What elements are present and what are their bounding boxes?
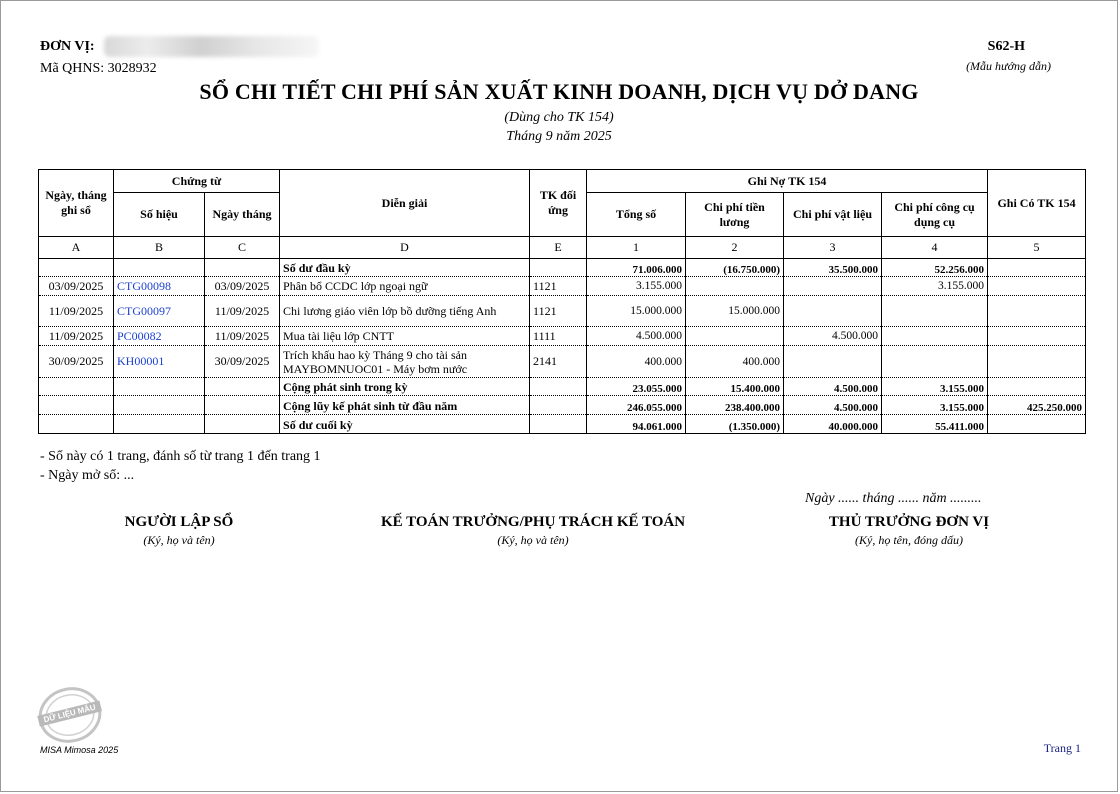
header-total: Tổng số [587, 193, 686, 237]
index-cell: 1 [587, 237, 686, 259]
row-salary: 400.000 [686, 346, 784, 378]
index-cell: 2 [686, 237, 784, 259]
ytd-credit: 425.250.000 [988, 396, 1086, 415]
row-salary [686, 277, 784, 296]
row-account: 2141 [530, 346, 587, 378]
voucher-link[interactable]: KH00001 [114, 346, 205, 378]
closing-total: 94.061.000 [587, 415, 686, 434]
row-salary [686, 327, 784, 346]
index-cell: 3 [784, 237, 882, 259]
report-period: Tháng 9 năm 2025 [506, 129, 612, 144]
row-tools [882, 296, 988, 327]
head-signature-block [791, 514, 1027, 548]
row-credit [988, 346, 1086, 378]
unit-label: ĐƠN VỊ: [40, 39, 95, 54]
row-material: 4.500.000 [784, 327, 882, 346]
stamp-text: DỮ LIỆU MẪU [37, 700, 102, 726]
opening-label: Số dư đầu kỳ [280, 259, 530, 277]
period-total-label: Cộng phát sinh trong kỳ [280, 378, 530, 396]
header-counter-account: TK đối ứng [530, 170, 587, 237]
row-total: 4.500.000 [587, 327, 686, 346]
open-date-note: - Ngày mở sổ: ... [40, 468, 135, 483]
closing-tools: 55.411.000 [882, 415, 988, 434]
table-row [39, 346, 1086, 378]
table-row [39, 277, 1086, 296]
page-number: Trang 1 [1043, 741, 1081, 755]
opening-balance-row [39, 259, 1086, 277]
row-tools: 3.155.000 [882, 277, 988, 296]
index-cell: 5 [988, 237, 1086, 259]
preparer-title: NGƯỜI LẬP SỔ [124, 514, 234, 530]
qhns-code: Mã QHNS: 3028932 [40, 61, 157, 76]
header-salary-cost: Chi phí tiền lương [686, 193, 784, 237]
page-title: SỔ CHI TIẾT CHI PHÍ SẢN XUẤT KINH DOANH, DỊCH VỤ DỞ DANG [199, 79, 919, 104]
accountant-signature-block [343, 514, 723, 548]
opening-salary: (16.750.000) [686, 259, 784, 277]
header-debit: Ghi Nợ TK 154 [587, 170, 988, 193]
form-code: S62-H [987, 39, 1025, 54]
period-material: 4.500.000 [784, 378, 882, 396]
index-cell: B [114, 237, 205, 259]
index-cell: A [39, 237, 114, 259]
row-total: 3.155.000 [587, 277, 686, 296]
row-voucher-date: 30/09/2025 [205, 346, 280, 378]
page-count-note: - Sổ này có 1 trang, đánh số từ trang 1 đến trang 1 [40, 449, 321, 464]
closing-material: 40.000.000 [784, 415, 882, 434]
voucher-link[interactable]: PC00082 [114, 327, 205, 346]
ytd-total-row [39, 396, 1086, 415]
period-credit [988, 378, 1086, 396]
header-voucher-date: Ngày tháng [205, 193, 280, 237]
row-date: 11/09/2025 [39, 296, 114, 327]
row-date: 30/09/2025 [39, 346, 114, 378]
row-credit [988, 296, 1086, 327]
sample-data-stamp [28, 678, 112, 752]
signature-date-line: Ngày ...... tháng ...... năm ......... [805, 491, 982, 506]
ytd-salary: 238.400.000 [686, 396, 784, 415]
period-total: 23.055.000 [587, 378, 686, 396]
period-total-row [39, 378, 1086, 396]
header-description: Diễn giải [280, 170, 530, 237]
row-account: 1111 [530, 327, 587, 346]
row-total: 15.000.000 [587, 296, 686, 327]
ledger-table [38, 169, 1086, 434]
row-salary: 15.000.000 [686, 296, 784, 327]
row-account: 1121 [530, 277, 587, 296]
unit-name-redacted [104, 36, 319, 57]
row-material [784, 346, 882, 378]
closing-balance-row [39, 415, 1086, 434]
software-label: MISA Mimosa 2025 [40, 745, 119, 755]
row-date: 11/09/2025 [39, 327, 114, 346]
page-subtitle: (Dùng cho TK 154) [504, 110, 614, 125]
row-description: Trích khấu hao kỳ Tháng 9 cho tài sản MAYBOMNUOC01 - Máy bơm nước [280, 346, 530, 378]
header-voucher-no: Số hiệu [114, 193, 205, 237]
row-date: 03/09/2025 [39, 277, 114, 296]
header-voucher: Chứng từ [114, 170, 280, 193]
head-title: THỦ TRƯỞNG ĐƠN VỊ [828, 514, 990, 530]
row-total: 400.000 [587, 346, 686, 378]
ytd-tools: 3.155.000 [882, 396, 988, 415]
opening-total: 71.006.000 [587, 259, 686, 277]
voucher-link[interactable]: CTG00097 [114, 296, 205, 327]
accountant-note: (Ký, họ và tên) [497, 533, 569, 547]
row-material [784, 296, 882, 327]
preparer-signature-block [89, 514, 269, 548]
table-row [39, 296, 1086, 327]
row-tools [882, 346, 988, 378]
row-material [784, 277, 882, 296]
row-credit [988, 277, 1086, 296]
index-cell: D [280, 237, 530, 259]
row-description: Chi lương giáo viên lớp bồ dưỡng tiếng Anh [280, 296, 530, 327]
opening-tools: 52.256.000 [882, 259, 988, 277]
row-tools [882, 327, 988, 346]
header-credit: Ghi Có TK 154 [988, 170, 1086, 237]
row-credit [988, 327, 1086, 346]
header-posting-date: Ngày, tháng ghi sổ [39, 170, 114, 237]
head-note: (Ký, họ tên, đóng dấu) [855, 533, 963, 547]
row-voucher-date: 03/09/2025 [205, 277, 280, 296]
opening-material: 35.500.000 [784, 259, 882, 277]
header-tools-cost: Chi phí công cụ dụng cụ [882, 193, 988, 237]
index-cell: E [530, 237, 587, 259]
period-tools: 3.155.000 [882, 378, 988, 396]
row-account: 1121 [530, 296, 587, 327]
accountant-title: KẾ TOÁN TRƯỞNG/PHỤ TRÁCH KẾ TOÁN [380, 514, 686, 530]
period-salary: 15.400.000 [686, 378, 784, 396]
row-description: Phân bổ CCDC lớp ngoại ngữ [280, 277, 530, 296]
ytd-total: 246.055.000 [587, 396, 686, 415]
preparer-note: (Ký, họ và tên) [143, 533, 215, 547]
voucher-link[interactable]: CTG00098 [114, 277, 205, 296]
closing-salary: (1.350.000) [686, 415, 784, 434]
ytd-total-label: Cộng lũy kế phát sinh từ đầu năm [280, 396, 530, 415]
ytd-material: 4.500.000 [784, 396, 882, 415]
index-cell: 4 [882, 237, 988, 259]
row-voucher-date: 11/09/2025 [205, 327, 280, 346]
row-voucher-date: 11/09/2025 [205, 296, 280, 327]
closing-label: Số dư cuối kỳ [280, 415, 530, 434]
form-note: (Mẫu hướng dẫn) [966, 59, 1051, 73]
header-material-cost: Chi phí vật liệu [784, 193, 882, 237]
row-description: Mua tài liệu lớp CNTT [280, 327, 530, 346]
table-row [39, 327, 1086, 346]
index-cell: C [205, 237, 280, 259]
